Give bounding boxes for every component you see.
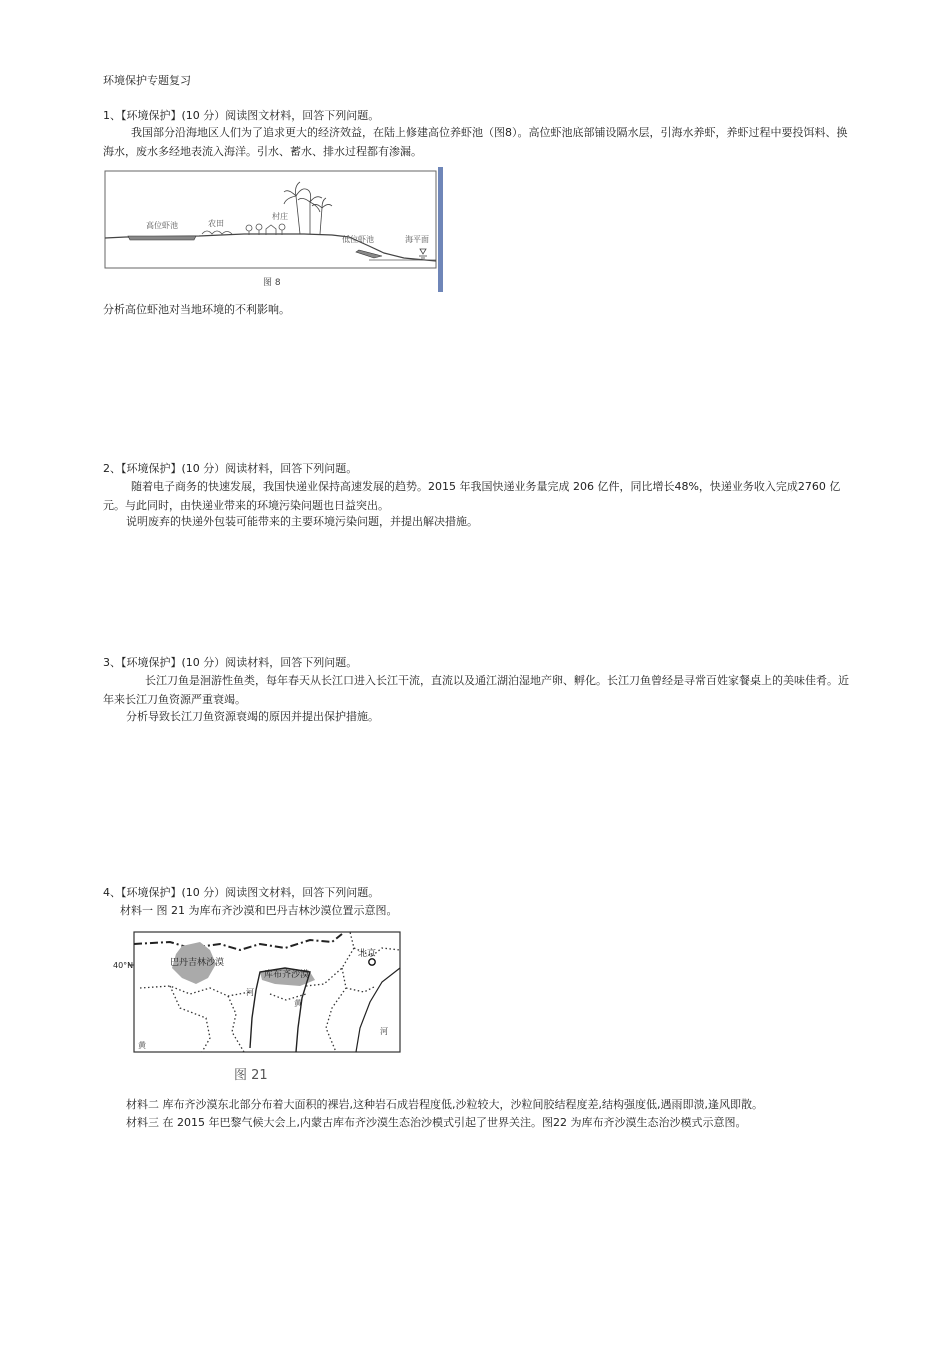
high-pond-shape (128, 236, 196, 240)
low-pond-shape (356, 250, 382, 258)
label-badain-jaran: 巴丹吉林沙漠 (170, 958, 225, 968)
beijing-city-icon (369, 959, 375, 965)
q4-heading: 4、【环境保护】(10 分）阅读图文材料，回答下列问题。 (103, 886, 380, 899)
q1-heading: 1、【环境保护】(10 分）阅读图文材料，回答下列问题。 (103, 109, 380, 122)
label-he-2: 河 (380, 1027, 388, 1036)
sea-level-mark-icon (419, 249, 427, 258)
q1-material: 我国部分沿海地区人们为了追求更大的经济效益，在陆上修建高位养虾池（图8）。高位虾池底部铺设隔水层，引海水养虾，养虾过程中要投饵料、换海水，废水多经地表流入海洋。引水、蓄水、排水过程都有渗漏。 (103, 126, 848, 158)
figure-8-side-bar (438, 167, 443, 292)
label-beijing: 北京 (358, 949, 377, 959)
figure-21-desert-map (110, 928, 406, 1084)
label-huang-2: 黄 (138, 1041, 146, 1050)
label-kubuqi: 库布齐沙漠 (264, 970, 310, 980)
q2-heading: 2、【环境保护】(10 分）阅读材料，回答下列问题。 (103, 462, 358, 475)
q2-question: 说明废弃的快递外包装可能带来的主要环境污染问题，并提出解决措施。 (126, 515, 478, 528)
label-sea-level: 海平面 (405, 235, 429, 244)
label-huang-1: 黄 (294, 999, 302, 1008)
q4-material-1: 材料一 图 21 为库布齐沙漠和巴丹吉林沙漠位置示意图。 (120, 904, 398, 917)
label-40n: 40°N (113, 961, 134, 970)
label-high-pond: 高位虾池 (146, 221, 178, 230)
national-border-line (134, 934, 342, 950)
q3-heading: 3、【环境保护】(10 分）阅读材料，回答下列问题。 (103, 656, 358, 669)
q3-material: 长江刀鱼是洄游性鱼类，每年春天从长江口进入长江干流，直流以及通江湖泊湿地产卵、孵化。长江刀鱼曾经是寻常百姓家餐桌上的美味佳肴。近年来长江刀鱼资源严重衰竭。 (103, 674, 849, 706)
figure-8-caption: 图 8 (263, 278, 281, 288)
label-low-pond: 低位虾池 (342, 235, 374, 244)
coastline (356, 968, 400, 1052)
q4-material-3: 材料三 在 2015 年巴黎气候大会上,内蒙古库布齐沙漠生态治沙模式引起了世界关注。图22 为库布齐沙漠生态治沙模式示意图。 (126, 1116, 747, 1129)
q1-question: 分析高位虾池对当地环境的不利影响。 (103, 303, 290, 316)
q3-question: 分析导致长江刀鱼资源衰竭的原因并提出保护措施。 (126, 710, 379, 723)
label-village: 村庄 (272, 212, 288, 221)
q2-material: 随着电子商务的快速发展，我国快递业保持高速发展的趋势。2015 年我国快递业务量完成 206 亿件，同比增长48%，快递业务收入完成2760 亿元。与此同时，由快递业带来的环境污染问题也日益突出。 (103, 480, 841, 512)
label-farmland: 农田 (208, 219, 224, 228)
palm-trees-icon (284, 182, 332, 234)
q4-material-2: 材料二 库布齐沙漠东北部分布着大面积的裸岩,这种岩石成岩程度低,沙粒较大，沙粒间胶结程度差,结构强度低,遇雨即溃,逢风即散。 (126, 1098, 763, 1111)
figure-21-caption: 图 21 (234, 1068, 268, 1083)
doc-title: 环境保护专题复习 (103, 74, 191, 87)
farmland-bumps (202, 231, 232, 234)
label-he-1: 河 (246, 988, 254, 997)
figure-8-shrimp-pond-diagram (104, 166, 446, 293)
village-trees-icon (246, 224, 285, 235)
